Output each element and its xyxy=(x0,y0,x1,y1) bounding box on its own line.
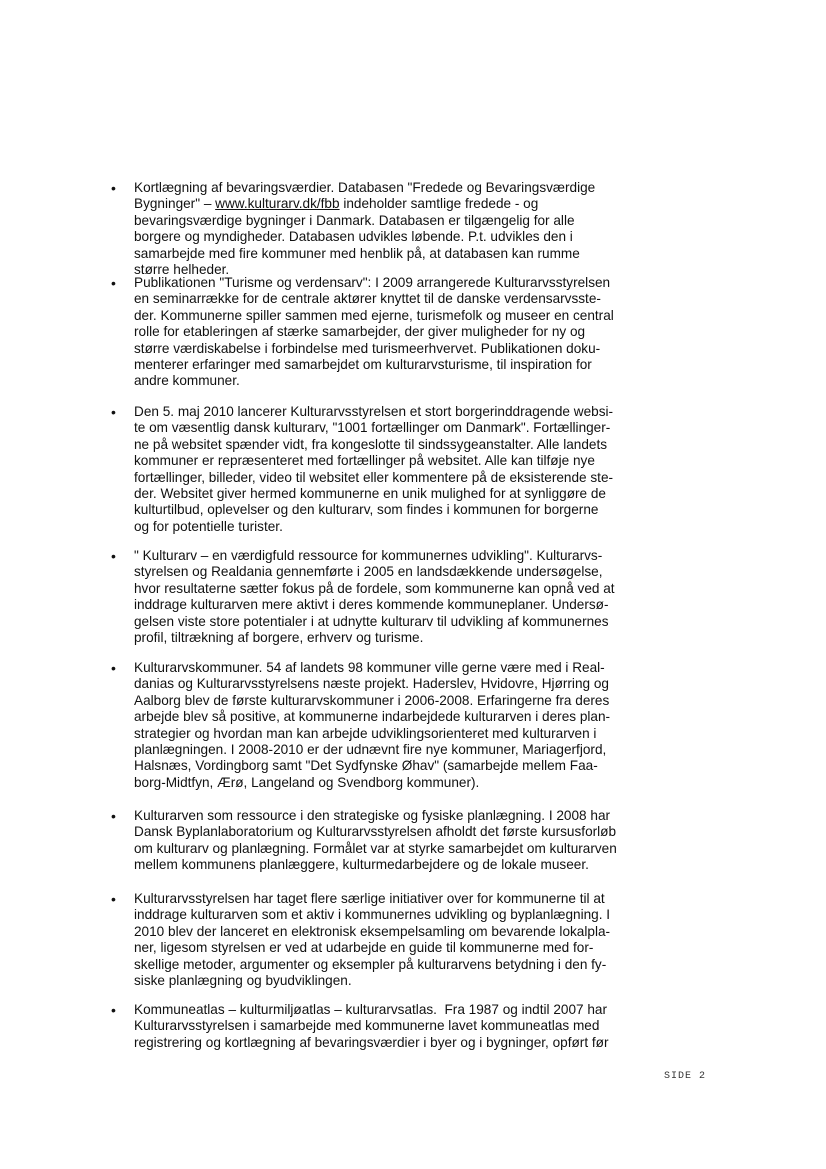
paragraph-line: Kulturarvsstyrelsen i samarbejde med kommunerne lavet kommuneatlas med xyxy=(134,1018,600,1034)
paragraph-line: større helheder. xyxy=(134,262,230,277)
paragraph-line: mellem kommunens planlæggere, kulturmedarbejdere og de lokale museer. xyxy=(134,857,589,873)
paragraph-line: 2010 blev der lanceret en elektronisk eksempelsamling om bevarende lokalpla- xyxy=(134,923,611,939)
paragraph-line: der. Websitet giver hermed kommunerne en unik mulighed for at synliggøre de xyxy=(134,486,606,501)
paragraph-line: planlægningen. I 2008-2010 er der udnævnt fire nye kommuner, Mariagerfjord, xyxy=(134,742,607,757)
paragraph-line: inddrage kulturarven som et aktiv i kommunernes udvikling og byplanlægning. I xyxy=(134,907,611,923)
paragraph-line: en seminarrække for de centrale aktører knyttet til de danske verdensarvsste- xyxy=(134,291,601,307)
database-link[interactable]: www.kulturarv.dk/fbb xyxy=(215,196,340,212)
paragraph-line: større værdiskabelse i forbindelse med turismeerhvervet. Publikationen doku- xyxy=(134,340,601,356)
paragraph-line: menterer erfaringer med samarbejdet om kulturarvsturisme, til inspiration for xyxy=(134,357,592,372)
paragraph-line: arbejde blev så positive, at kommunerne indarbejdede kulturarven i deres plan- xyxy=(134,709,611,725)
paragraph-line: " Kulturarv – en værdigfuld ressource for kommunernes udvikling". Kulturarvs- xyxy=(134,548,603,563)
bullet-marker: • xyxy=(111,1002,116,1018)
paragraph-line: Kulturarvskommuner. 54 af landets 98 kommuner ville gerne være med i Real- xyxy=(134,660,605,675)
paragraph-line: Kulturarven som ressource i den strategiske og fysiske planlægning. I 2008 har xyxy=(134,808,611,823)
paragraph-line: strategier og hvordan man kan arbejde udviklingsorienteret med kulturarven i xyxy=(134,725,597,741)
paragraph-line: kommuner er repræsenteret med fortællinger på websitet. Alle kan tilføje nye xyxy=(134,453,595,469)
paragraph-line: hvor resultaterne sætter fokus på de fordele, som kommunerne kan opnå ved at xyxy=(134,580,615,596)
paragraph-line: om kulturarv og planlægning. Formålet var at styrke samarbejdet om kulturarven xyxy=(134,840,617,856)
paragraph-line: Publikationen "Turisme og verdensarv": I 2009 arrangerede Kulturarvsstyrelsen xyxy=(134,275,611,290)
bullet-marker: • xyxy=(111,275,116,291)
bullet-marker: • xyxy=(111,404,116,420)
paragraph-line: kulturtilbud, oplevelser og den kulturarv, som findes i kommunen for borgerne xyxy=(134,502,599,518)
paragraph-line: gelsen viste store potentialer i at udnytte kulturarv til udvikling af kommunernes xyxy=(134,613,609,629)
bullet-marker: • xyxy=(111,180,116,196)
paragraph-line: ne på websitet spænder vidt, fra kongeslotte til sindssygeanstalter. Alle landets xyxy=(134,436,608,452)
paragraph-line: rolle for etableringen af stærke samarbejder, der giver muligheder for ny og xyxy=(134,324,586,340)
paragraph-line: bevaringsværdige bygninger i Danmark. Databasen er tilgængelig for alle xyxy=(134,212,575,228)
paragraph-line: Bygninger" – www.kulturarv.dk/fbb indeholder samtlige fredede - og xyxy=(134,196,539,212)
paragraph-line: profil, tiltrækning af borgere, erhverv og turisme. xyxy=(134,630,424,645)
paragraph-line: siske planlægning og byudviklingen. xyxy=(134,973,352,988)
paragraph-line: andre kommuner. xyxy=(134,373,240,389)
paragraph-line: Kommuneatlas – kulturmiljøatlas – kulturarvsatlas. Fra 1987 og indtil 2007 har xyxy=(134,1002,607,1017)
bullet-marker: • xyxy=(111,808,116,824)
paragraph-line: der. Kommunerne spiller sammen med ejerne, turismefolk og museer en central xyxy=(134,307,614,323)
paragraph-line: Aalborg blev de første kulturarvskommuner i 2006-2008. Erfaringerne fra deres xyxy=(134,692,610,708)
paragraph-line: danias og Kulturarvsstyrelsens næste projekt. Haderslev, Hvidovre, Hjørring og xyxy=(134,676,609,692)
paragraph-line: skellige metoder, argumenter og eksempler på kulturarvens betydning i den fy- xyxy=(134,956,607,972)
paragraph-line: Halsnæs, Vordingborg samt "Det Sydfynske Øhav" (samarbejde mellem Faa- xyxy=(134,758,598,774)
paragraph-line: og for potentielle turister. xyxy=(134,518,283,534)
paragraph-line: samarbejde med fire kommuner med henblik på, at databasen kan rumme xyxy=(134,245,580,261)
bullet-marker: • xyxy=(111,660,116,676)
paragraph-line: styrelsen og Realdania gennemførte i 2005 en landsdækkende undersøgelse, xyxy=(134,564,603,580)
paragraph-line: ner, ligesom styrelsen er ved at udarbejde en guide til kommunerne med for- xyxy=(134,940,594,956)
paragraph-line: registrering og kortlægning af bevaringsværdier i byer og i bygninger, opført før xyxy=(134,1034,609,1050)
paragraph-line: borg-Midtfyn, Ærø, Langeland og Svendborg kommuner). xyxy=(134,774,480,790)
paragraph-line: Kulturarvsstyrelsen har taget flere særlige initiativer over for kommunerne til at xyxy=(134,891,605,906)
paragraph-line: fortællinger, billeder, video til websitet eller kommentere på de eksisterende ste- xyxy=(134,469,614,485)
paragraph-line: Dansk Byplanlaboratorium og Kulturarvsstyrelsen afholdt det første kursusforløb xyxy=(134,824,617,840)
bullet-marker: • xyxy=(111,548,116,564)
paragraph-line: inddrage kulturarven mere aktivt i deres kommende kommuneplaner. Undersø- xyxy=(134,597,609,613)
paragraph-line: te om væsentlig dansk kulturarv, "1001 fortællinger om Danmark". Fortællinger- xyxy=(134,420,611,436)
paragraph-line: borgere og myndigheder. Databasen udvikles løbende. P.t. udvikles den i xyxy=(134,229,573,245)
paragraph-line: Kortlægning af bevaringsværdier. Databasen "Fredede og Bevaringsværdige xyxy=(134,180,596,195)
bullet-marker: • xyxy=(111,891,116,907)
page-number: SIDE 2 xyxy=(664,1071,707,1082)
paragraph-line: Den 5. maj 2010 lancerer Kulturarvsstyrelsen et stort borgerinddragende websi- xyxy=(134,404,614,419)
